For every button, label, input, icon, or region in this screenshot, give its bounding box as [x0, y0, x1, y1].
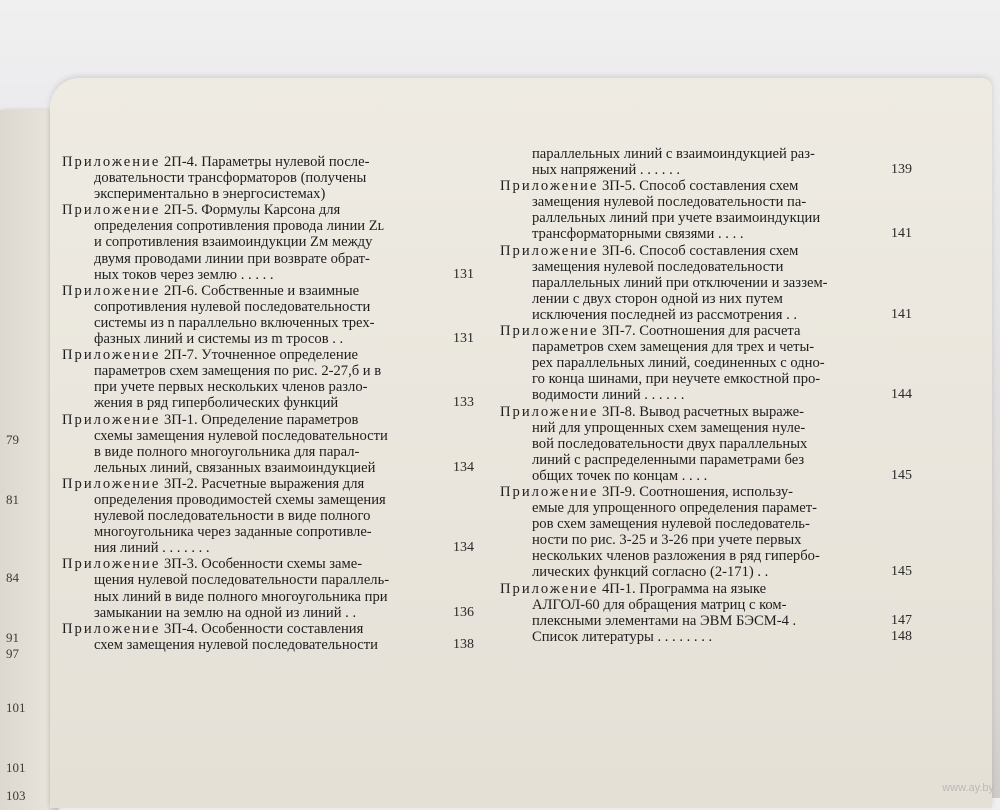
toc-entry-line: исключения последней из рассмотрения . .	[532, 306, 798, 323]
watermark: www.ay.by	[942, 782, 994, 794]
toc-entry-label: Приложение	[62, 411, 161, 428]
toc-entry-line: трансформаторными связями . . . .	[532, 226, 744, 243]
toc-page-number: 141	[891, 226, 912, 242]
toc-entry-line: 3П-9. Соотношения, использу-	[601, 483, 793, 500]
left-page-number: 101	[6, 760, 26, 775]
toc-entry-line: лических функций согласно (2-171) . .	[532, 564, 769, 581]
toc-entry	[500, 146, 912, 179]
toc-page-number: 145	[891, 564, 912, 580]
toc-entry	[62, 556, 474, 621]
toc-entry-line: 3П-2. Расчетные выражения для	[163, 475, 365, 492]
toc-entry-line: схемы замещения нулевой последовательности	[94, 427, 388, 444]
toc-entry-line: ров схем замещения нулевой последователь-	[532, 516, 810, 533]
toc-entry-label: Приложение	[62, 347, 161, 364]
toc-entry-line: в виде полного многоугольника для парал-	[94, 443, 360, 460]
toc-entry-line: 3П-8. Вывод расчетных выраже-	[601, 403, 804, 420]
left-page-number: 79	[6, 432, 19, 447]
toc-entry-line: АЛГОЛ-60 для обращения матриц с ком-	[532, 596, 787, 613]
toc-entry-line: параметров схем замещения для трех и четы-	[532, 339, 815, 356]
toc-entry-line: жения в ряд гиперболических функций	[94, 395, 339, 412]
toc-entry-line: лельных линий, связанных взаимоиндукцией	[94, 459, 376, 476]
toc-entry-line: 4П-1. Программа на языке	[601, 580, 767, 597]
toc-entry	[500, 483, 912, 581]
toc-entry-line: ности по рис. 3-25 и 3-26 при учете первых	[532, 532, 802, 549]
toc-entry	[62, 202, 474, 283]
toc-entry-line: линий с распределенными параметрами без	[532, 451, 805, 468]
toc-entry	[500, 178, 912, 243]
toc-entry-label: Приложение	[500, 580, 599, 597]
toc-page-number: 134	[453, 540, 474, 556]
toc-entry-line: фазных линий и системы из m тросов . .	[94, 331, 344, 348]
toc-entry-line: параметров схем замещения по рис. 2-27,б и в	[94, 363, 382, 380]
toc-entry-line: общих точек по концам . . . .	[532, 467, 708, 484]
toc-entry-line: нулевой последовательности в виде полного	[94, 508, 371, 525]
toc-entry-line: 3П-3. Особенности схемы заме-	[163, 556, 363, 573]
toc-entry-line: водимости линий . . . . . .	[532, 387, 685, 404]
toc-entry	[62, 411, 474, 476]
toc-page-number: 134	[453, 459, 474, 475]
toc-page-number: 133	[453, 395, 474, 411]
toc-entry	[62, 475, 474, 557]
toc-page-number: 147	[891, 612, 912, 628]
toc-entry	[500, 580, 912, 629]
left-page-number: 81	[6, 492, 19, 507]
toc-entry-line: многоугольника через заданные сопротивле-	[94, 524, 372, 541]
toc-entry-label: Приложение	[62, 154, 161, 170]
toc-entry	[500, 403, 912, 484]
toc-entry-line: довательности трансформаторов (получены	[94, 170, 367, 187]
toc-entry	[62, 154, 438, 202]
toc-left-column	[62, 154, 474, 653]
toc-entry-line: 2П-5. Формулы Карсона для	[163, 202, 341, 219]
left-page-number: 103	[6, 788, 26, 803]
toc-entry-line: лении с двух сторон одной из них путем	[532, 290, 783, 307]
toc-right-column	[500, 146, 912, 645]
toc-entry-label: Приложение	[500, 403, 599, 420]
toc-entry	[500, 242, 912, 323]
toc-entry-line: рех параллельных линий, соединенных с одно-	[532, 355, 825, 372]
toc-page-number: 141	[891, 306, 912, 322]
toc-entry-line: ния линий . . . . . . .	[94, 540, 210, 557]
toc-entry-line: 2П-4. Параметры нулевой после-	[163, 154, 370, 170]
toc-entry-line: схем замещения нулевой последовательности	[94, 636, 378, 653]
toc-entry-line: ных линий в виде полного многоугольника при	[94, 588, 388, 605]
toc-page-number: 131	[453, 266, 474, 282]
toc-entry-line: параллельных линий с взаимоиндукцией раз-	[532, 146, 815, 162]
toc-entry-line: ных токов через землю . . . . .	[94, 266, 274, 283]
toc-entry-label: Приложение	[500, 483, 599, 500]
toc-entry-label: Приложение	[500, 323, 599, 340]
toc-entry-label: Приложение	[62, 282, 161, 299]
left-page-number: 101	[6, 700, 26, 715]
left-page-number: 84	[6, 570, 19, 585]
toc-entry-line: параллельных линий при отключении и заззем-	[532, 274, 828, 291]
toc-entry-line: замещения нулевой последовательности	[532, 258, 784, 275]
toc-page-number: 136	[453, 604, 474, 620]
toc-entry-line: экспериментально в энергосистемах)	[94, 186, 326, 203]
toc-entry-line: ний для упрощенных схем замещения нуле-	[532, 419, 806, 436]
toc-entry-line: и сопротивления взаимоиндукции Zм между	[94, 234, 373, 251]
toc-entry	[500, 323, 912, 404]
toc-entry-label: Приложение	[500, 178, 599, 195]
toc-entry-line: 3П-6. Способ составления схем	[601, 242, 799, 259]
toc-entry-line: 3П-4. Особенности составления	[163, 620, 364, 637]
toc-entry-label: Приложение	[62, 475, 161, 492]
toc-entry-line: 2П-7. Уточненное определение	[163, 347, 359, 364]
toc-page-number: 144	[891, 387, 912, 403]
toc-entry-line: раллельных линий при учете взаимоиндукции	[532, 210, 821, 227]
toc-entry-line: плексными элементами на ЭВМ БЭСМ-4 .	[532, 612, 797, 629]
toc-entry-line: Список литературы . . . . . . . .	[532, 628, 713, 645]
toc-entry	[62, 282, 474, 348]
toc-entry-line: нескольких членов разложения в ряд гипербо-	[532, 548, 820, 565]
toc-page-number: 138	[453, 636, 474, 652]
toc-entry-line: щения нулевой последовательности параллель-	[94, 572, 390, 589]
toc-entry	[62, 620, 474, 653]
toc-entry-line: 3П-1. Определение параметров	[163, 411, 359, 428]
toc-entry-label: Приложение	[62, 556, 161, 573]
toc-entry-line: 3П-5. Способ составления схем	[601, 178, 799, 195]
toc-entry-line: замыкании на землю на одной из линий . .	[94, 604, 357, 621]
left-page-number: 91	[6, 630, 19, 645]
toc-entry-line: емые для упрощенного определения парамет-	[532, 500, 817, 517]
toc-page-number: 131	[453, 331, 474, 347]
toc-page-number: 139	[891, 162, 912, 178]
toc-entry-label: Приложение	[62, 202, 161, 219]
toc-entry-label: Приложение	[62, 620, 161, 637]
toc-entry-line: двумя проводами линии при возврате обрат-	[94, 250, 370, 267]
toc-entry-line: замещения нулевой последовательности па-	[532, 194, 807, 211]
toc-entry-line: определения сопротивления провода линии Zʟ	[94, 218, 384, 235]
left-page-number: 97	[6, 646, 19, 661]
toc-entry-line: системы из n параллельно включенных трех-	[94, 314, 375, 331]
toc-entry-label: Приложение	[500, 242, 599, 259]
toc-entry	[62, 347, 474, 412]
toc-page-number: 145	[891, 467, 912, 483]
toc-entry-line: 3П-7. Соотношения для расчета	[601, 323, 801, 340]
toc-entry-line: го конца шинами, при неучете емкостной про-	[532, 371, 821, 388]
toc-entry-line: определения проводимостей схемы замещения	[94, 491, 386, 508]
toc-entry-line: вой последовательности двух параллельных	[532, 435, 808, 452]
toc-entry-line: 2П-6. Собственные и взаимные	[163, 282, 360, 299]
toc-entry-line: ных напряжений . . . . . .	[532, 162, 681, 179]
toc-entry-line: сопротивления нулевой последовательности	[94, 298, 371, 315]
toc-entry-line: при учете первых нескольких членов разло-	[94, 379, 368, 396]
toc-page-number: 148	[891, 628, 912, 644]
toc-entry	[500, 628, 912, 645]
